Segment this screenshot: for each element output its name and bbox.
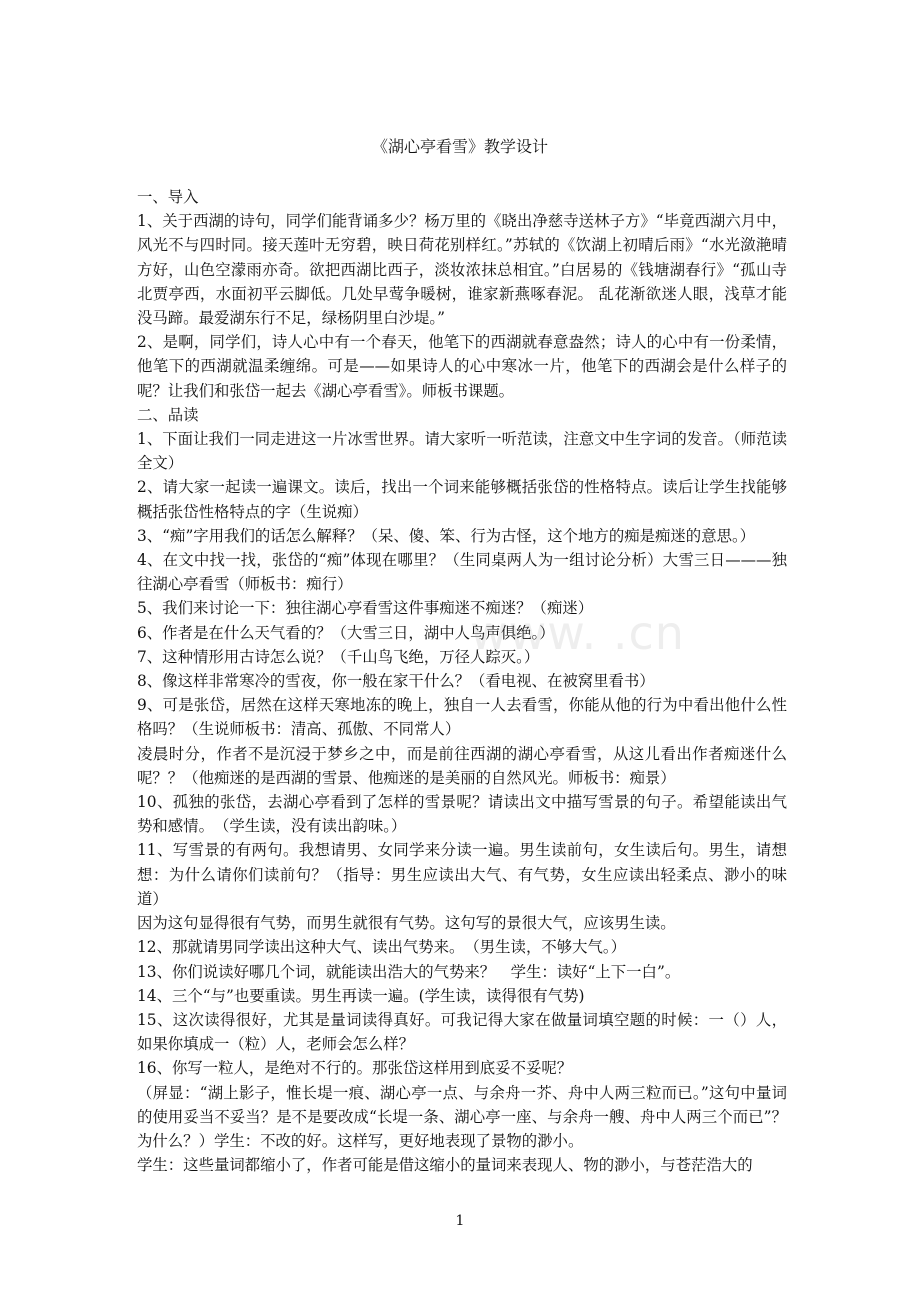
section-heading-intro: 一、导入	[137, 188, 199, 206]
paragraph: 11、写雪景的有两句。我想请男、女同学来分读一遍。男生读前句，女生读后句。男生，请想想：为什么请你们读前句？（指导：男生应读出大气、有气势，女生应读出轻柔点、渺小的味道）	[137, 841, 787, 908]
paragraph: 4、在文中找一找，张岱的“痴”体现在哪里？（生同桌两人为一组讨论分析）大雪三日———独往湖心亭看雪（师板书：痴行）	[137, 551, 787, 594]
paragraph: 6、作者是在什么天气看的？（大雪三日，湖中人鸟声俱绝。）	[137, 623, 555, 642]
paragraph: 15、这次读得很好，尤其是量词读得真好。可我记得大家在做量词填空题的时候：一（）人，如果你填成一（粒）人，老师会怎么样？	[137, 1010, 787, 1054]
paragraph: 12、那就请男同学读出这种大气、读出气势来。 （男生读，不够大气。）	[137, 938, 626, 957]
paragraph: 14、三个“与”也要重读。男生再读一遍。(学生读，读得很有气势)	[137, 986, 585, 1005]
paragraph: 3、“痴”字用我们的话怎么解释？（呆、傻、笨、行为古怪，这个地方的痴是痴迷的意思。）	[137, 526, 756, 545]
paragraph: 1、关于西湖的诗句，同学们能背诵多少？杨万里的《晓出净慈寺送林子方》“毕竟西湖六月中，风光不与四时同。接天莲叶无穷碧，映日荷花别样红。”苏轼的《饮湖上初晴后雨》“水光潋滟晴方好，山色空濛雨亦奇。欲把西湖比西子，淡妆浓抹总相宜。”白居易的《钱塘湖春行》“孤山寺北贾亭西，水面初平云脚低。几处早莺争暖树，谁家新燕啄春泥。 乱花渐欲迷人眼，浅草才能没马蹄。最爱湖东行不足，绿杨阴里白沙堤。”	[137, 212, 787, 328]
document-title: 《湖心亭看雪》教学设计	[371, 137, 548, 156]
paragraph: 5、我们来讨论一下：独往湖心亭看雪这件事痴迷不痴迷？（痴迷）	[137, 599, 594, 618]
paragraph: 10、孤独的张岱，去湖心亭看到了怎样的雪景呢？请读出文中描写雪景的句子。希望能读出气势和感情。 （学生读，没有读出韵味。）	[137, 793, 787, 836]
paragraph: 凌晨时分，作者不是沉浸于梦乡之中，而是前往西湖的湖心亭看雪，从这儿看出作者痴迷什么呢？？（他痴迷的是西湖的雪景、他痴迷的是美丽的自然风光。师板书：痴景）	[137, 744, 787, 787]
paragraph: 13、你们说读好哪几个词，就能读出浩大的气势来？ 学生：读好“上下一白”。	[137, 962, 681, 981]
page-number: 1	[455, 1213, 465, 1229]
paragraph: 2、请大家一起读一遍课文。读后，找出一个词来能够概括张岱的性格特点。读后让学生找能够概括张岱性格特点的字（生说痴）	[137, 478, 787, 521]
paragraph: 16、你写一粒人，是绝对不行的。那张岱这样用到底妥不妥呢？	[137, 1059, 573, 1078]
paragraph: 7、这种情形用古诗怎么说？（千山鸟飞绝，万径人踪灭。）	[137, 647, 540, 666]
document-body	[137, 185, 787, 1177]
paragraph: 学生：这些量词都缩小了，作者可能是借这缩小的量词来表现人、物的渺小，与苍茫浩大的	[137, 1156, 753, 1175]
paragraph: 8、像这样非常寒冷的雪夜，你一般在家干什么？（看电视、在被窝里看书）	[137, 672, 655, 691]
paragraph: （屏显：“湖上影子，惟长堤一痕、湖心亭一点、与余舟一芥、舟中人两三粒而已。”这句中量词的使用妥当不妥当？是不是要改成“长堤一条、湖心亭一座、与余舟一艘、舟中人两三个而已”？为什么？）学生：不改的好。这样写，更好地表现了景物的渺小。	[137, 1083, 787, 1150]
paragraph: 9、可是张岱，居然在这样天寒地冻的晚上，独自一人去看雪，你能从他的行为中看出他什么性格吗？（生说师板书：清高、孤傲、不同常人）	[137, 696, 787, 739]
paragraph: 1、下面让我们一同走进这一片冰雪世界。请大家听一听范读，注意文中生字词的发音。（师范读全文）	[137, 430, 787, 473]
paragraph: 因为这句显得很有气势，而男生就很有气势。这句写的景很大气，应该男生读。	[137, 914, 676, 933]
watermark: www. .cn	[470, 606, 685, 660]
paragraph: 2、是啊，同学们，诗人心中有一个春天，他笔下的西湖就春意盎然；诗人的心中有一份柔情，他笔下的西湖就温柔缠绵。可是——如果诗人的心中寒冰一片，他笔下的西湖会是什么样子的呢？让我们和张岱一起去《湖心亭看雪》。师板书课题。	[137, 333, 787, 400]
section-heading-reading: 二、品读	[137, 405, 199, 424]
